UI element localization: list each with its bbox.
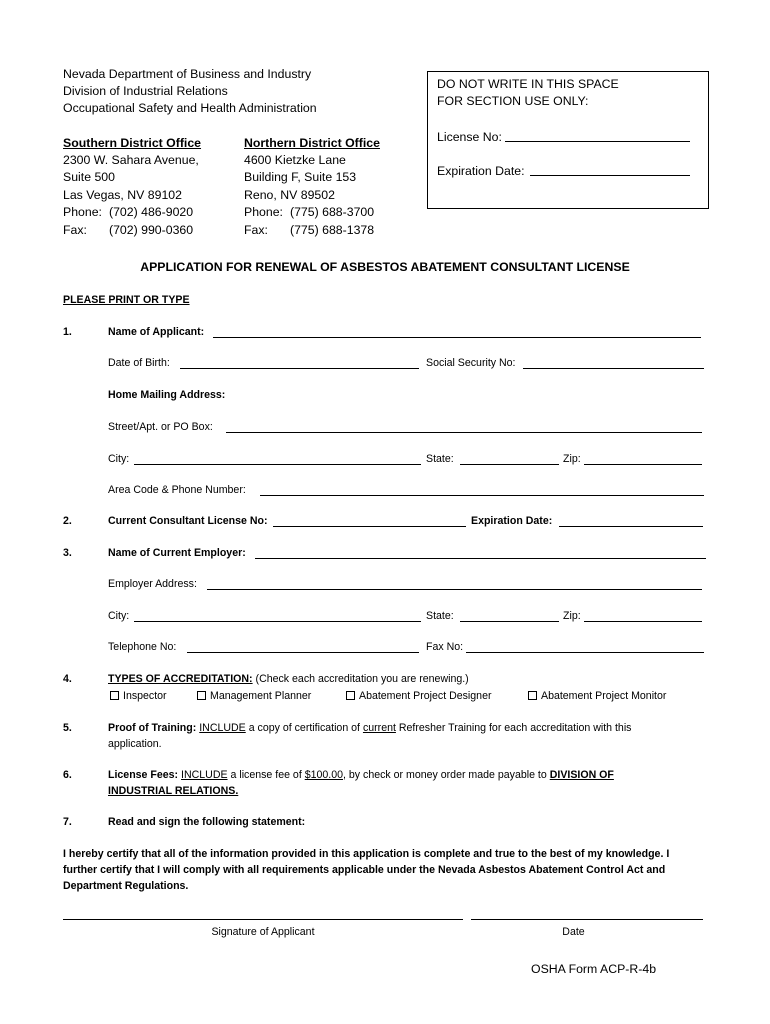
employer-city-field[interactable] <box>134 611 421 622</box>
northern-fax: (775) 688-1378 <box>290 223 375 237</box>
northern-phone-label: Phone: <box>244 205 283 219</box>
checkbox-project-monitor[interactable] <box>528 691 537 700</box>
accreditation-heading <box>108 673 469 685</box>
office-license-label: License No: <box>437 130 502 144</box>
item-number-3: 3. <box>63 547 72 559</box>
certification-line-2: further certify that I will comply with all requirements applicable under the Nevada Asbestos Abatement Control Act and <box>63 864 666 876</box>
employer-name-label: Name of Current Employer: <box>108 547 246 559</box>
northern-address-3: Reno, NV 89502 <box>244 188 335 202</box>
state-label: State: <box>426 453 454 465</box>
checkbox-inspector[interactable] <box>110 691 119 700</box>
city-label: City: <box>108 453 130 465</box>
accreditation-option-label: Abatement Project Monitor <box>541 690 667 702</box>
accreditation-note: (Check each accreditation you are renewing.) <box>255 673 469 685</box>
southern-address-2: Suite 500 <box>63 170 115 184</box>
employer-city-label: City: <box>108 610 130 622</box>
southern-phone: (702) 486-9020 <box>109 205 194 219</box>
fees-payee-2: INDUSTRIAL RELATIONS. <box>108 785 239 797</box>
license-expiration-field[interactable] <box>559 516 703 527</box>
northern-address-1: 4600 Kietzke Lane <box>244 153 346 167</box>
fees-statement <box>108 769 614 781</box>
southern-phone-label: Phone: <box>63 205 102 219</box>
license-expiration-label: Expiration Date: <box>471 515 553 527</box>
certification-line-3: Department Regulations. <box>63 880 189 892</box>
accreditation-option-label: Inspector <box>123 690 167 702</box>
accreditation-option-inspector[interactable] <box>110 690 167 702</box>
southern-address-3: Las Vegas, NV 89102 <box>63 188 182 202</box>
northern-fax-label: Fax: <box>244 223 268 237</box>
fees-label: License Fees: <box>108 769 179 781</box>
date-field[interactable] <box>471 919 703 920</box>
employer-zip-field[interactable] <box>584 611 702 622</box>
fax-field[interactable] <box>466 642 704 653</box>
training-mid: a copy of certification of <box>248 722 360 734</box>
accreditation-option-project-designer[interactable] <box>346 690 492 702</box>
accreditation-option-project-monitor[interactable] <box>528 690 666 702</box>
fees-amount: $100.00 <box>304 769 344 781</box>
checkbox-project-designer[interactable] <box>346 691 355 700</box>
zip-label: Zip: <box>563 453 581 465</box>
read-sign-label: Read and sign the following statement: <box>108 816 306 828</box>
accreditation-option-label: Abatement Project Designer <box>359 690 492 702</box>
form-number: OSHA Form ACP-R-4b <box>531 962 657 976</box>
northern-phone: (775) 688-3700 <box>290 205 375 219</box>
item-number-2: 2. <box>63 515 72 527</box>
certification-line-1: I hereby certify that all of the information provided in this application is complete and true to the best of my knowledge. I <box>63 848 670 860</box>
form-title: APPLICATION FOR RENEWAL OF ASBESTOS ABATEMENT CONSULTANT LICENSE <box>140 260 630 274</box>
item-number-4: 4. <box>63 673 72 685</box>
item-number-5: 5. <box>63 722 72 734</box>
applicant-name-field[interactable] <box>213 327 701 338</box>
division-name: Division of Industrial Relations <box>63 84 228 98</box>
checkbox-management-planner[interactable] <box>197 691 206 700</box>
employer-address-label: Employer Address: <box>108 578 197 590</box>
current-license-field[interactable] <box>273 516 466 527</box>
item-number-1: 1. <box>63 326 72 338</box>
street-field[interactable] <box>226 422 702 433</box>
telephone-label: Telephone No: <box>108 641 177 653</box>
fees-include: INCLUDE <box>181 769 228 781</box>
fees-end: , by check or money order made payable to <box>343 769 547 781</box>
office-expiration-label: Expiration Date: <box>437 164 525 178</box>
office-use-line2: FOR SECTION USE ONLY: <box>437 94 589 108</box>
item-number-7: 7. <box>63 816 72 828</box>
southern-address-1: 2300 W. Sahara Avenue, <box>63 153 199 167</box>
fees-mid: a license fee of <box>230 769 302 781</box>
zip-field[interactable] <box>584 454 702 465</box>
office-license-field[interactable] <box>505 131 690 142</box>
northern-address-2: Building F, Suite 153 <box>244 170 357 184</box>
state-field[interactable] <box>460 454 559 465</box>
ssn-field[interactable] <box>523 358 704 369</box>
employer-state-field[interactable] <box>460 611 559 622</box>
agency-name: Nevada Department of Business and Industry <box>63 67 312 81</box>
dob-label: Date of Birth: <box>108 357 170 369</box>
office-expiration-field[interactable] <box>530 165 690 176</box>
home-address-label: Home Mailing Address: <box>108 389 226 401</box>
southern-fax: (702) 990-0360 <box>109 223 194 237</box>
signature-label: Signature of Applicant <box>211 926 315 938</box>
training-line2: application. <box>108 738 162 750</box>
telephone-field[interactable] <box>187 642 419 653</box>
phone-label: Area Code & Phone Number: <box>108 484 246 496</box>
training-end: Refresher Training for each accreditation with this <box>398 722 632 734</box>
employer-zip-label: Zip: <box>563 610 581 622</box>
fees-payee-1: DIVISION OF <box>549 769 614 781</box>
southern-office-title: Southern District Office <box>63 136 202 150</box>
southern-fax-label: Fax: <box>63 223 87 237</box>
training-statement <box>108 722 631 734</box>
accreditation-option-management-planner[interactable] <box>197 690 311 702</box>
northern-office-title: Northern District Office <box>244 136 380 150</box>
employer-state-label: State: <box>426 610 454 622</box>
current-license-label: Current Consultant License No: <box>108 515 268 527</box>
employer-name-field[interactable] <box>255 548 706 559</box>
ssn-label: Social Security No: <box>426 357 516 369</box>
osha-name: Occupational Safety and Health Administration <box>63 101 317 115</box>
date-label: Date <box>562 926 585 938</box>
accreditation-label: TYPES OF ACCREDITATION: <box>108 673 253 685</box>
training-current: current <box>362 722 396 734</box>
city-field[interactable] <box>134 454 421 465</box>
training-label: Proof of Training: <box>108 722 197 734</box>
accreditation-option-label: Management Planner <box>210 690 312 702</box>
applicant-name-label: Name of Applicant: <box>108 326 205 338</box>
street-label: Street/Apt. or PO Box: <box>108 421 213 433</box>
signature-field[interactable] <box>63 919 463 920</box>
item-number-6: 6. <box>63 769 72 781</box>
office-use-line1: DO NOT WRITE IN THIS SPACE <box>437 77 619 91</box>
fax-label: Fax No: <box>426 641 464 653</box>
print-instruction: PLEASE PRINT OR TYPE <box>63 294 190 306</box>
dob-field[interactable] <box>180 358 419 369</box>
training-include: INCLUDE <box>199 722 246 734</box>
employer-address-field[interactable] <box>207 579 702 590</box>
phone-field[interactable] <box>260 485 704 496</box>
